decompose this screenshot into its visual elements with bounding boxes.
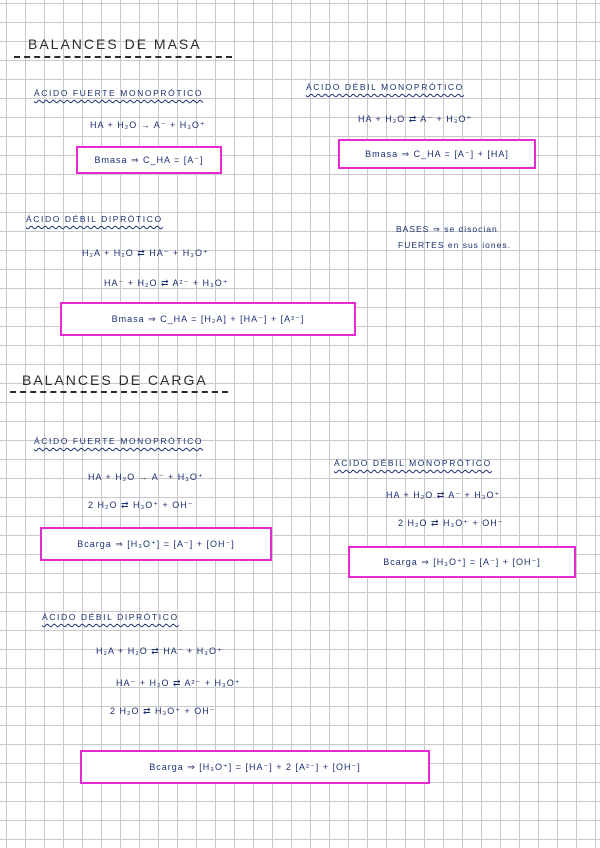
charge-balance-expression: Bcarga ⇒ [H₃O⁺] = [A⁻] + [OH⁻] bbox=[77, 538, 235, 549]
subtitle-acido-debil-monoprotico: ÁCIDO DÉBIL MONOPRÓTICO bbox=[306, 82, 464, 92]
charge-balance-box bbox=[348, 546, 576, 578]
mass-balance-box bbox=[338, 139, 536, 169]
section-title-underline bbox=[14, 56, 232, 58]
bases-note-line1: BASES ⇒ se disocian bbox=[396, 224, 498, 234]
charge-balance-expression: Bcarga ⇒ [H₃O⁺] = [HA⁻] + 2 [A²⁻] + [OH⁻] bbox=[149, 761, 361, 772]
section-title-underline bbox=[10, 391, 228, 393]
charge-balance-box bbox=[80, 750, 430, 784]
subtitle-acido-debil-diprotico: ÁCIDO DÉBIL DIPRÓTICO bbox=[26, 214, 163, 224]
mass-balance-expression: Bmasa ⇒ C_HA = [A⁻] + [HA] bbox=[365, 148, 509, 159]
equation: H₂A + H₂O ⇄ HA⁻ + H₃O⁺ bbox=[82, 248, 209, 258]
subtitle-acido-debil-diprotico: ÁCIDO DÉBIL DIPRÓTICO bbox=[42, 612, 179, 622]
mass-balance-expression: Bmasa ⇒ C_HA = [H₂A] + [HA⁻] + [A²⁻] bbox=[111, 313, 305, 324]
mass-balance-box bbox=[76, 146, 222, 174]
mass-balance-box bbox=[60, 302, 356, 336]
equation: 2 H₂O ⇄ H₃O⁺ + OH⁻ bbox=[110, 706, 216, 716]
equation: HA + H₂O ⇄ A⁻ + H₃O⁺ bbox=[358, 114, 473, 124]
charge-balance-expression: Bcarga ⇒ [H₃O⁺] = [A⁻] + [OH⁻] bbox=[383, 556, 541, 567]
charge-balance-box bbox=[40, 527, 272, 561]
section-title-balances-masa: BALANCES DE MASA bbox=[28, 36, 202, 52]
equation: HA + H₂O → A⁻ + H₃O⁺ bbox=[90, 120, 206, 130]
subtitle-acido-fuerte-monoprotico: ÁCIDO FUERTE MONOPRÓTICO bbox=[34, 88, 204, 98]
subtitle-acido-debil-monoprotico: ÁCIDO DÉBIL MONOPRÓTICO bbox=[334, 458, 492, 468]
equation: HA⁻ + H₂O ⇄ A²⁻ + H₃O⁺ bbox=[116, 678, 241, 688]
equation: 2 H₂O ⇄ H₃O⁺ + OH⁻ bbox=[398, 518, 504, 528]
mass-balance-expression: Bmasa ⇒ C_HA = [A⁻] bbox=[94, 154, 204, 165]
bases-note-line2: FUERTES en sus iones. bbox=[398, 240, 511, 250]
equation: HA + H₂O ⇄ A⁻ + H₃O⁺ bbox=[386, 490, 501, 500]
equation: 2 H₂O ⇄ H₃O⁺ + OH⁻ bbox=[88, 500, 194, 510]
subtitle-acido-fuerte-monoprotico: ÁCIDO FUERTE MONOPRÓTICO bbox=[34, 436, 204, 446]
equation: H₂A + H₂O ⇄ HA⁻ + H₃O⁺ bbox=[96, 646, 223, 656]
equation: HA + H₂O → A⁻ + H₃O⁺ bbox=[88, 472, 204, 482]
section-title-balances-carga: BALANCES DE CARGA bbox=[22, 372, 208, 388]
equation: HA⁻ + H₂O ⇄ A²⁻ + H₃O⁺ bbox=[104, 278, 229, 288]
